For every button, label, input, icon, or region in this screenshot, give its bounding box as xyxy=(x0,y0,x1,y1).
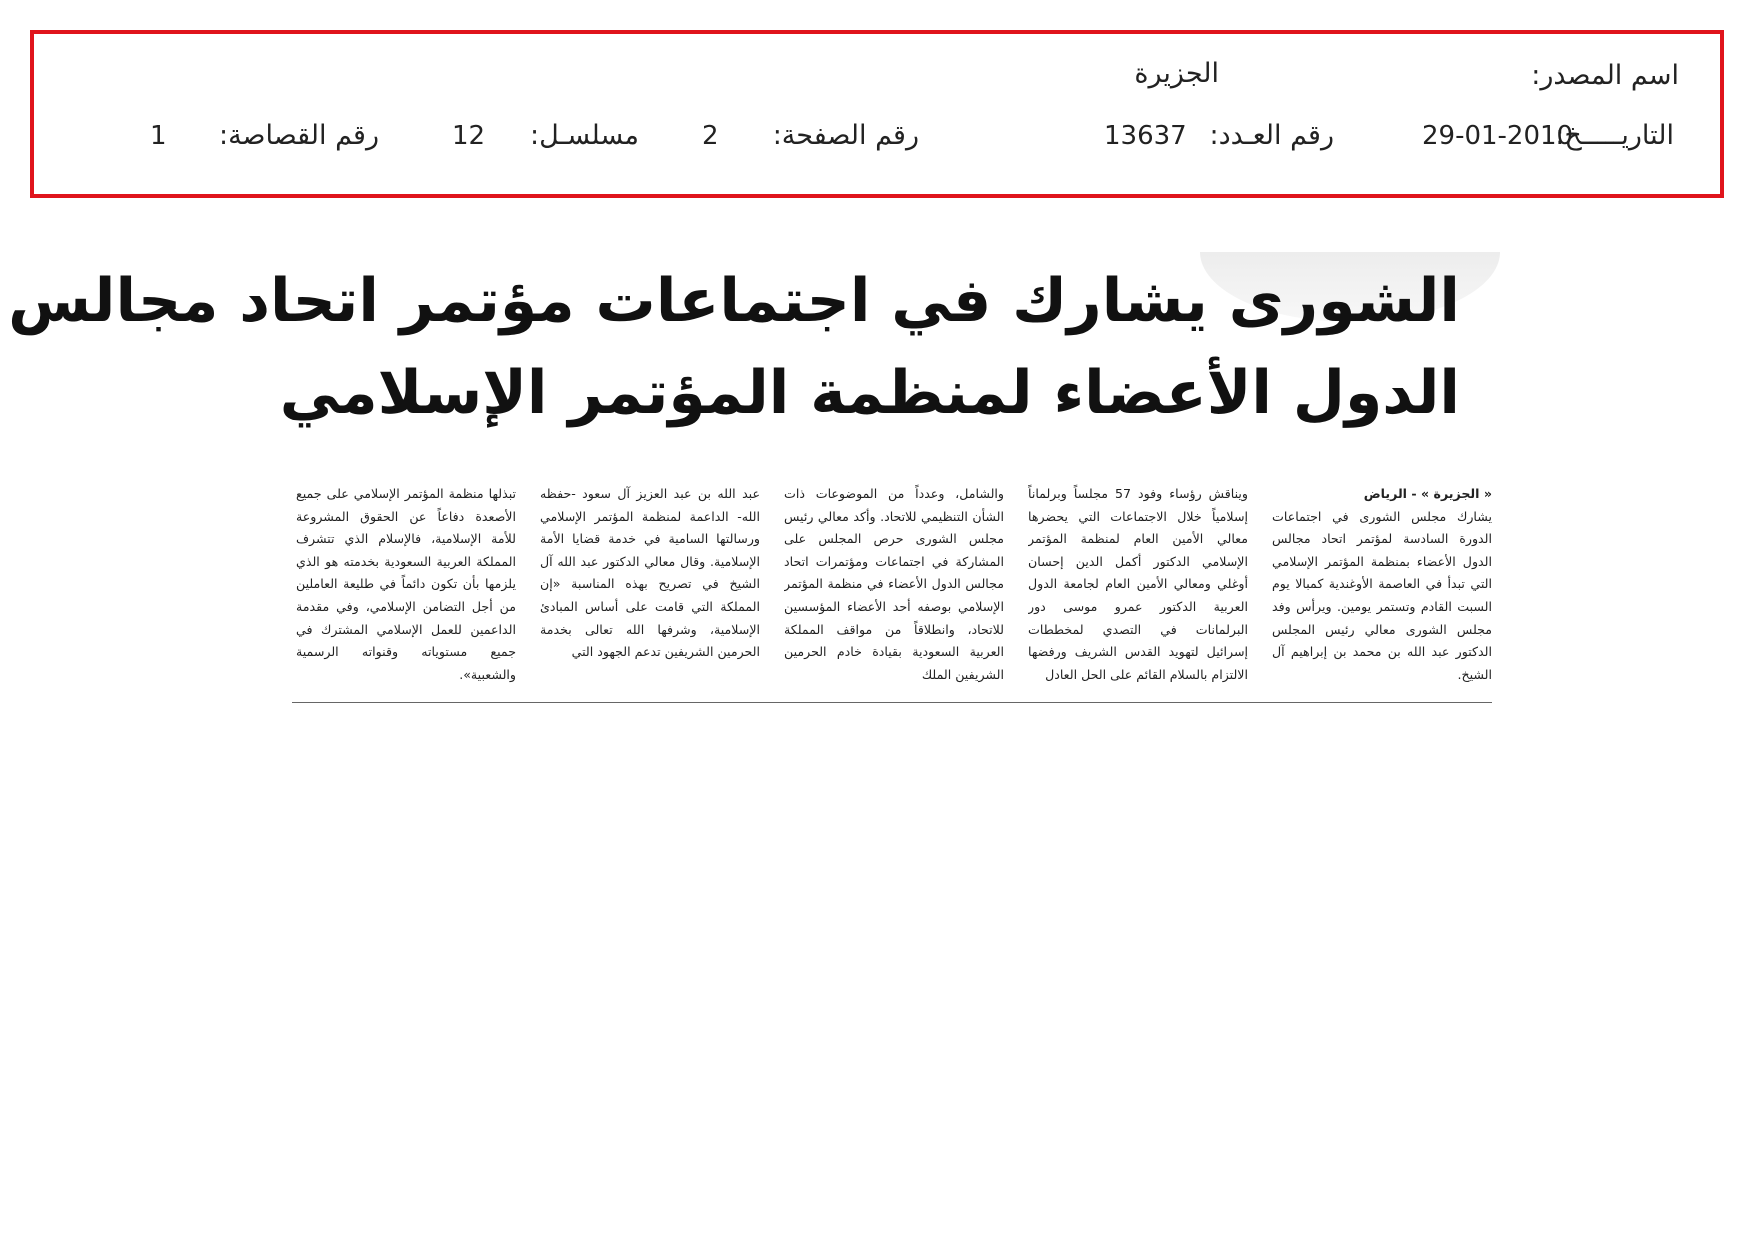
clip-label: رقم القصاصة: xyxy=(218,120,379,151)
source-value: الجزيرة xyxy=(1134,58,1219,89)
article-column-1 xyxy=(1272,483,1492,695)
article-bottom-rule xyxy=(292,702,1492,703)
article-column-3 xyxy=(784,483,1004,695)
issue-value: 13637 xyxy=(1104,121,1187,151)
date-label: التاريـــــخ: xyxy=(1555,120,1674,151)
clip-value: 1 xyxy=(150,121,167,151)
column-text: عبد الله بن عبد العزيز آل سعود -حفظه الله- الداعمة لمنظمة المؤتمر الإسلامي ورسالتها السامية في خدمة قضايا الأمة الإسلامية. وقال معالي الدكتور عبد الله آل الشيخ في تصريح بهذه المناسبة «إن المملكة التي قامت على أساس المبادئ الإسلامية، وشرفها الله تعالى بخدمة الحرمين الشريفين تدعم الجهود التي xyxy=(540,486,760,660)
page-label: رقم الصفحة: xyxy=(772,120,919,151)
column-text: يشارك مجلس الشورى في اجتماعات الدورة السادسة لمؤتمر اتحاد مجالس الدول الأعضاء بمنظمة المؤتمر الإسلامي التي تبدأ في العاصمة الأوغندية كمبالا يوم السبت القادم وتستمر يومين. ويرأس وفد مجلس الشورى معالي رئيس المجلس الدكتور عبد الله بن محمد بن إبراهيم آل الشيخ. xyxy=(1272,508,1492,682)
article-dateline: « الجزيرة » - الرياض xyxy=(1363,486,1492,501)
headline-line-1: الشورى يشارك في اجتماعات مؤتمر اتحاد مجالس xyxy=(8,266,1460,336)
article-headline xyxy=(8,255,1460,439)
page-value: 2 xyxy=(702,121,719,151)
article-column-2 xyxy=(1028,483,1248,695)
clipping-info-box xyxy=(30,30,1724,198)
headline-line-2: الدول الأعضاء لمنظمة المؤتمر الإسلامي xyxy=(279,358,1460,428)
issue-label: رقم العـدد: xyxy=(1209,120,1334,151)
column-text: تبذلها منظمة المؤتمر الإسلامي على جميع الأصعدة دفاعاً عن الحقوق المشروعة للأمة الإسلامية، فالإسلام الذي تتشرف المملكة العربية السعودية بخدمته هو الذي يلزمها بأن تكون دائماً في طليعة العاملين من أجل التضامن الإسلامي، وفي مقدمة الداعمين للعمل الإسلامي المشترك في جميع مستوياته وقنواته الرسمية والشعبية». xyxy=(296,486,516,682)
date-value: 29-01-2010 xyxy=(1422,121,1574,151)
serial-label: مسلسـل: xyxy=(529,120,639,151)
column-text: ويناقش رؤساء وفود 57 مجلساً وبرلماناً إسلامياً خلال الاجتماعات التي يحضرها معالي الأمين العام لمنظمة المؤتمر الإسلامي الدكتور أكمل الدين إحسان أوغلي ومعالي الأمين العام لجامعة الدول العربية الدكتور عمرو موسى دور البرلمانات في التصدي لمخططات إسرائيل لتهويد القدس الشريف ورفضها الالتزام بالسلام القائم على الحل العادل xyxy=(1028,486,1248,682)
serial-value: 12 xyxy=(452,121,486,151)
source-label: اسم المصدر: xyxy=(1531,60,1679,91)
article-column-5 xyxy=(296,483,516,695)
article-body xyxy=(292,483,1492,695)
article-column-4 xyxy=(540,483,760,695)
column-text: والشامل، وعدداً من الموضوعات ذات الشأن التنظيمي للاتحاد. وأكد معالي رئيس مجلس الشورى حرص المجلس على المشاركة في اجتماعات ومؤتمرات اتحاد مجالس الدول الأعضاء في منظمة المؤتمر الإسلامي بوصفه أحد الأعضاء المؤسسين للاتحاد، وانطلاقاً من مواقف المملكة العربية السعودية بقيادة خادم الحرمين الشريفين الملك xyxy=(784,486,1004,682)
